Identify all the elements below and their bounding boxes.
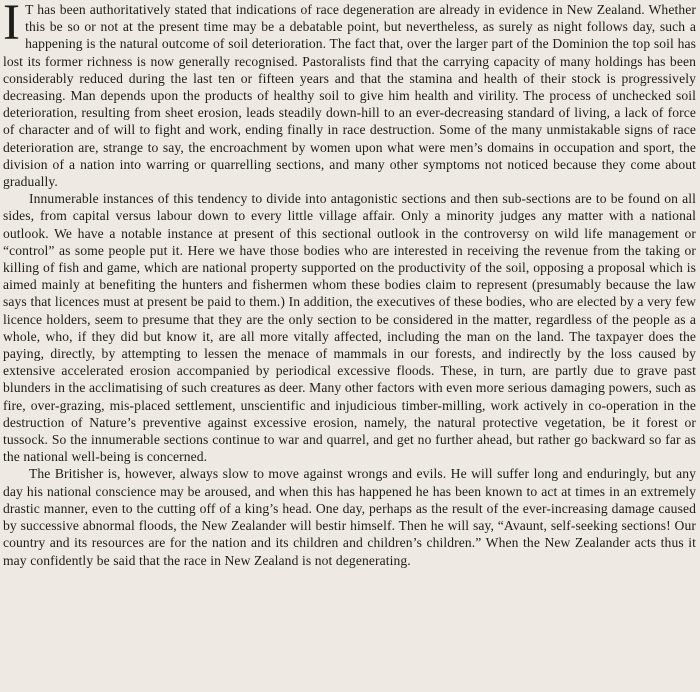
paragraph-3: The Britisher is, however, always slow to move against wrongs and evils. He will suffer long and enduringly, but any day his national conscience may be aroused, and when this has happened he has been known to act at times in an extremely drastic manner, even to the cutting off of a king’s head. One day, perhaps as the result of the ever-increasing damage caused by successive abnormal floods, the New Zealander will bestir himself. Then he will say, “Avaunt, self-seeking sections! Our country and its resources are for the nation and its children and children’s children.” When the New Zealander acts thus it may confidently be said that the race in New Zealand is not degenerating. <box>3 466 696 568</box>
drop-cap: I <box>3 0 21 51</box>
paragraph-1 <box>3 1 696 190</box>
paragraph-2: Innumerable instances of this tendency to divide into antagonistic sections and then sub-sections are to be found on all sides, from capital versus labour down to every little village affair. Only a minority judges any matter with a national outlook. We have a notable instance at present of this sectional outlook in the controversy on wild life management or “control” as some people put it. Here we have those bodies who are interested in receiving the revenue from the taking or killing of fish and game, which are national property supported on the productivity of the soil, opposing a proposal which is aimed mainly at benefiting the hunters and fishermen whom these bodies claim to represent (presumably because the law says that licences must at present be paid to them.) In addition, the executives of these bodies, who are elected by a very few licence holders, seem to presume that they are the only section to be considered in the matter, regardless of the people as a whole, who, if they did but know it, are all more vitally affected, including the man on the land. The taxpayer does the paying, directly, by attempting to lessen the menace of mammals in our forests, and indirectly by the loss caused by extensive accelerated erosion accompanied by periodical excessive floods. These, in turn, are partly due to grave past blunders in the acclimatising of such creatures as deer. Many other factors with even more serious damaging powers, such as fire, over-grazing, mis-placed settlement, unscientific and injudicious timber-milling, work actively in co-operation in the destruction of Nature’s preventive against excessive erosion, namely, the natural protective vegetation, be it forest or tussock. So the innumerable sections continue to war and quarrel, and get no further ahead, but rather go backward so far as the national well-being is concerned. <box>3 191 696 465</box>
paragraph-1-text: T has been authoritatively stated that indications of race degeneration are already in evidence in New Zealand. Whether this be so or not at the present time may be a debatable point, but nevertheless, as surely as night follows day, such a happening is the natural outcome of soil deterioration. The fact that, over the larger part of the Dominion the top soil has lost its former richness is now generally recognised. Pastoralists find that the carrying capacity of many holdings has been considerably reduced during the last ten or fifteen years and that the stamina and health of their stock is progressively decreasing. Man depends upon the products of healthy soil to give him health and virility. The process of unchecked soil deterioration, resulting from sheet erosion, leads steadily down-hill to an ever-decreasing standard of living, a lack of force of character and of will to fight and work, ending finally in race destruction. Some of the many unmistakable signs of race deterioration are, strange to say, the encroachment by women upon what were men’s domains in occupation and sport, the division of a nation into warring or quarrelling sections, and many other symptoms not noticed because they come about gradually. <box>3 2 696 190</box>
